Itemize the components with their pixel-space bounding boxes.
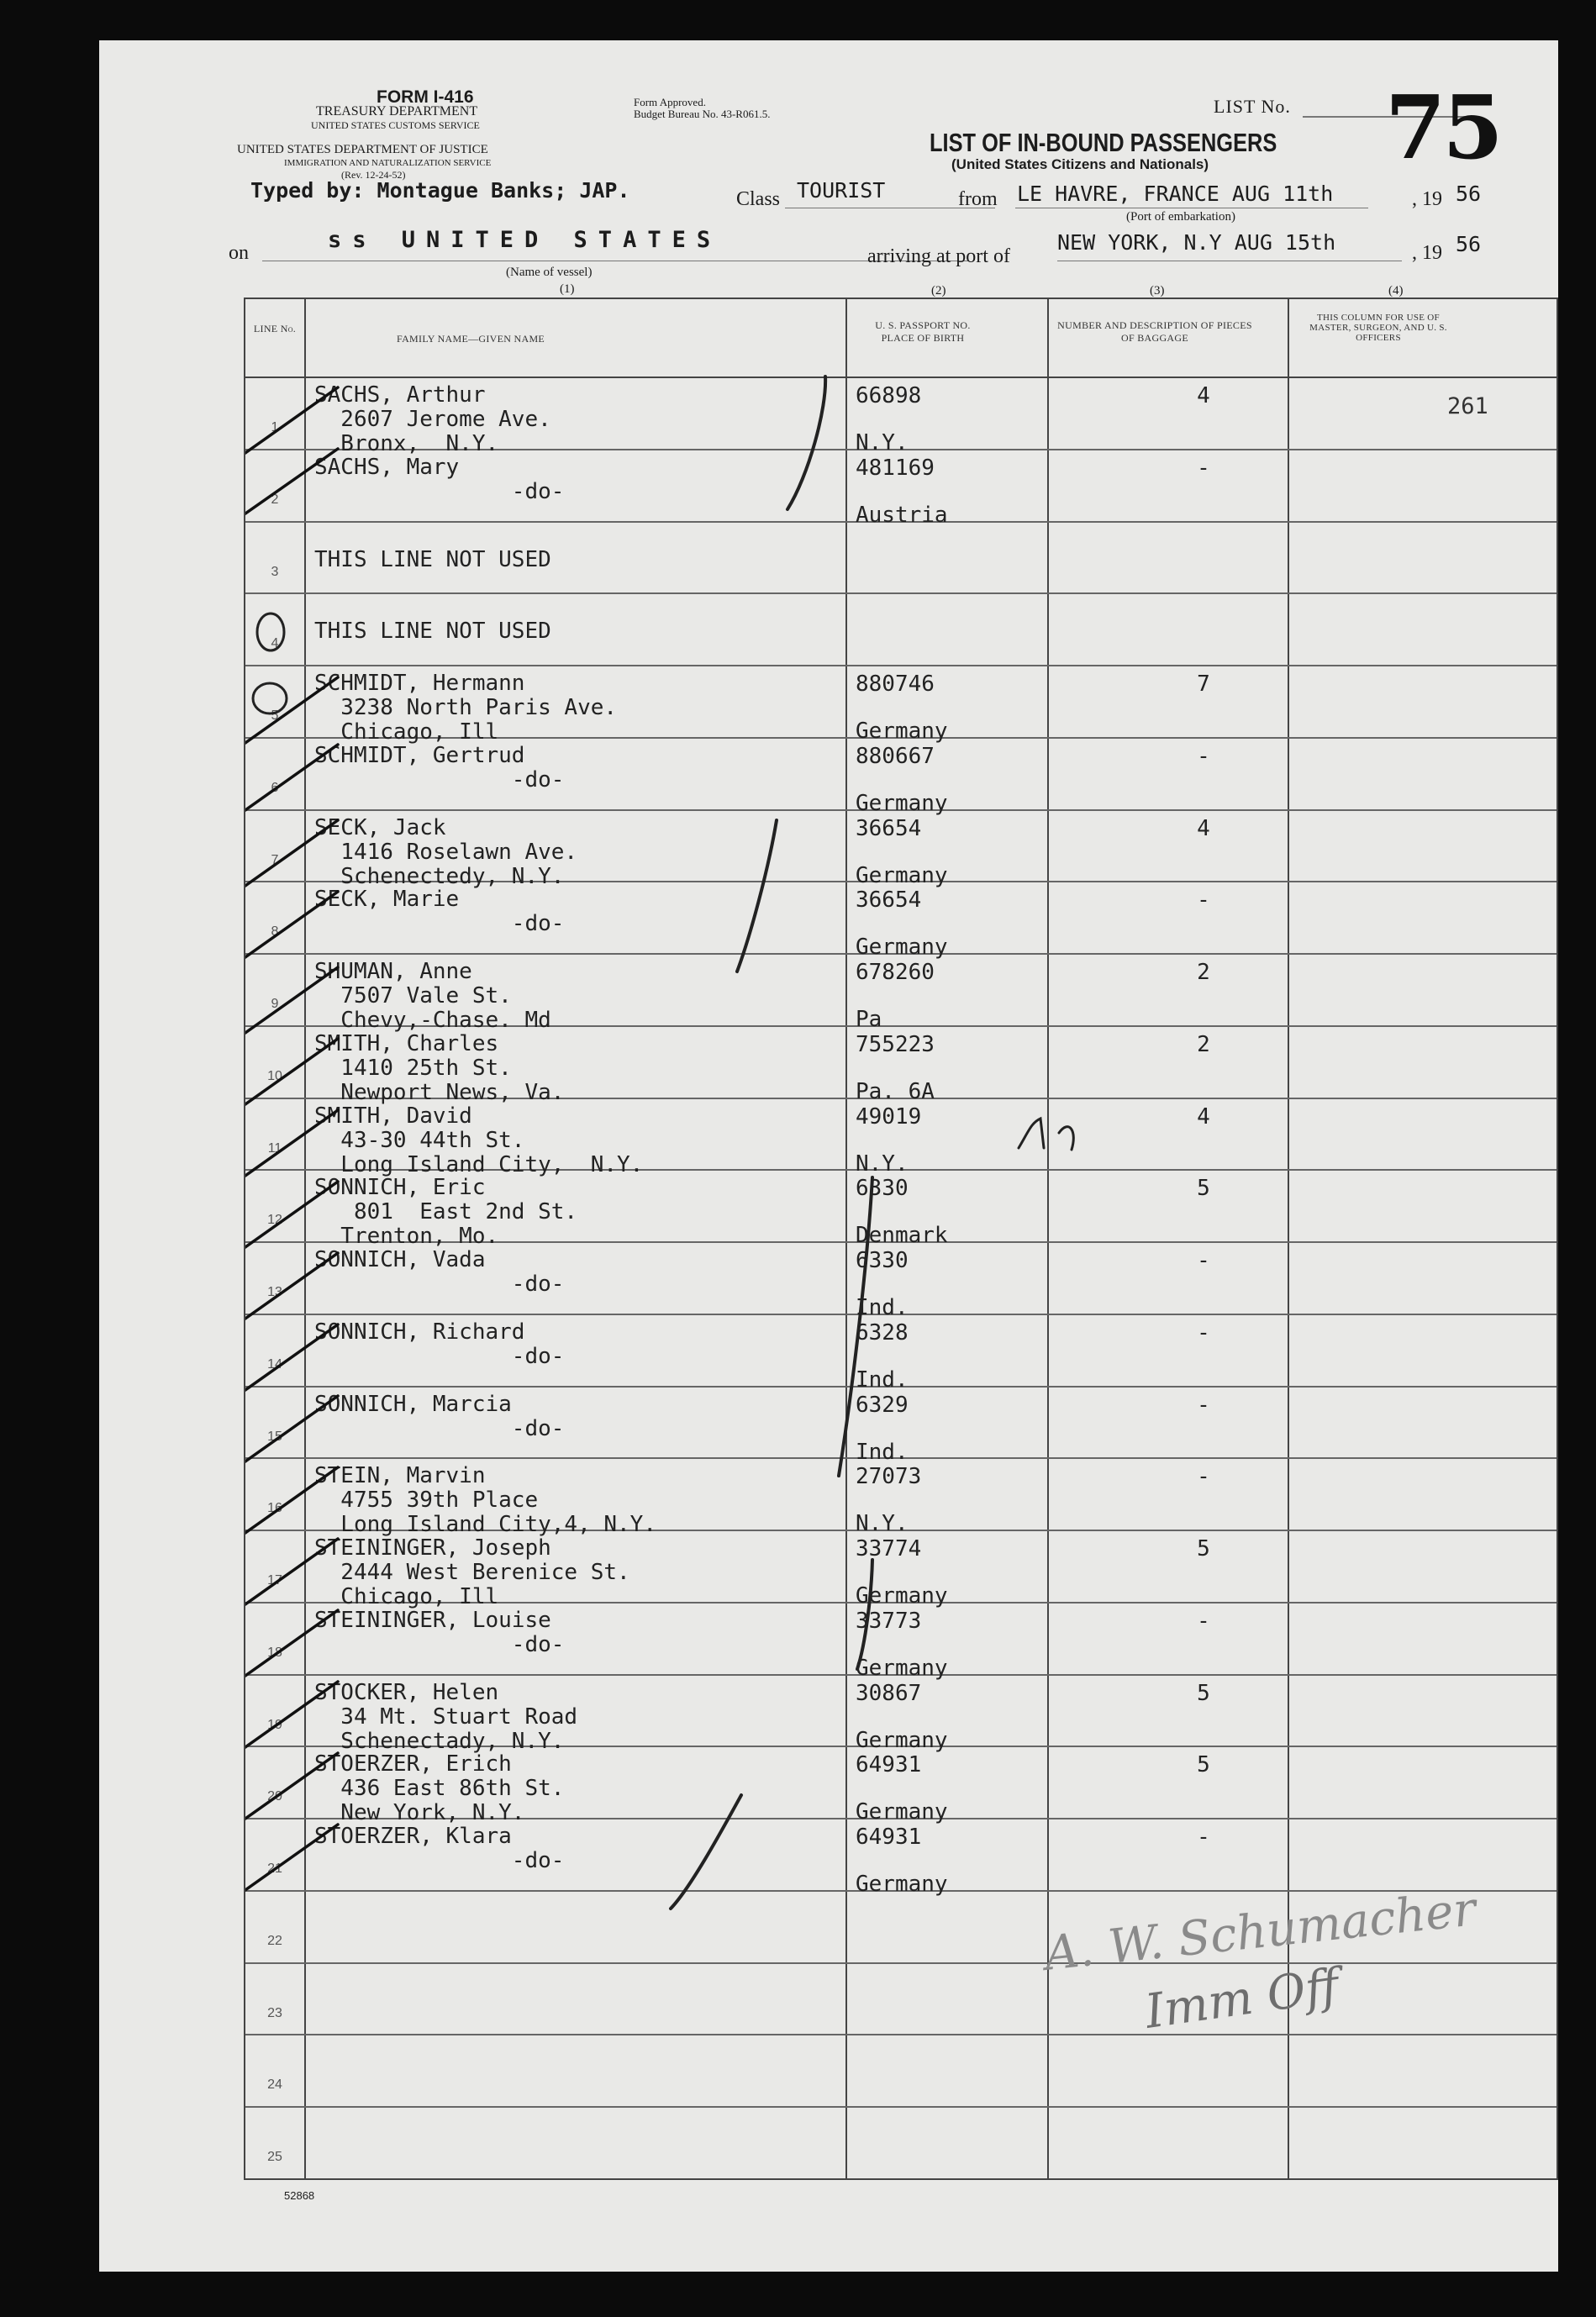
place-of-birth: N.Y. <box>856 1151 909 1177</box>
baggage-count: - <box>1197 1319 1210 1345</box>
header-passport: U. S. PASSPORT NO. PLACE OF BIRTH <box>875 319 971 344</box>
line-number: 14 <box>267 1356 282 1372</box>
passport-number: 6329 <box>856 1392 909 1418</box>
line-number: 15 <box>267 1429 282 1444</box>
ins-label: IMMIGRATION AND NATURALIZATION SERVICE <box>284 158 492 168</box>
vessel-name: ss UNITED STATES <box>328 227 722 253</box>
form-approved: Form Approved. <box>634 96 706 108</box>
budget-bureau: Budget Bureau No. 43-R061.5. <box>634 108 771 120</box>
place-of-birth: Ind. <box>856 1367 909 1393</box>
revision-label: (Rev. 12-24-52) <box>341 169 406 181</box>
place-of-birth: Ind. <box>856 1295 909 1321</box>
passenger-name-address: SMITH, David 43-30 44th St. Long Island City, N.Y. <box>314 1103 644 1177</box>
line-number: 2 <box>271 492 279 507</box>
passport-number: 880746 <box>856 671 935 698</box>
line-number: 22 <box>267 1933 282 1948</box>
passenger-name-address: SECK, Jack 1416 Roselawn Ave. Schenectedy, N.Y. <box>314 814 578 889</box>
line-number: 4 <box>271 636 279 651</box>
baggage-count: - <box>1197 887 1210 914</box>
header-officers: THIS COLUMN FOR USE OF MASTER, SURGEON, AND U. S. OFFICERS <box>1309 313 1447 343</box>
baggage-count: - <box>1197 1825 1210 1851</box>
passenger-name-address: THIS LINE NOT USED <box>314 619 551 645</box>
place-of-birth: Germany <box>856 1583 948 1609</box>
line-number: 19 <box>267 1717 282 1732</box>
year-2: 56 <box>1456 232 1482 256</box>
officer-signature: A. W. Schumacher <box>1042 1882 1479 1982</box>
header-name: FAMILY NAME—GIVEN NAME <box>397 333 545 345</box>
passenger-name-address: SCHMIDT, Gertrud -do- <box>314 742 565 793</box>
place-of-birth: Ind. <box>856 1439 909 1465</box>
baggage-count: - <box>1197 743 1210 769</box>
passport-number: 6330 <box>856 1248 909 1274</box>
baggage-count: - <box>1197 1248 1210 1274</box>
stamp-number: 261 <box>1447 393 1488 419</box>
passenger-name-address: STOCKER, Helen 34 Mt. Stuart Road Schenectady, N.Y. <box>314 1679 578 1754</box>
line-number: 6 <box>271 780 279 795</box>
place-of-birth: Germany <box>856 1655 948 1681</box>
list-number: 75 <box>1385 76 1500 179</box>
place-of-birth: Pa <box>856 1007 882 1033</box>
baggage-count: 5 <box>1197 1176 1210 1202</box>
baggage-count: - <box>1197 1392 1210 1418</box>
line-number: 21 <box>267 1861 282 1877</box>
officer-title: Imm Off <box>1141 1958 1343 2040</box>
line-number: 5 <box>271 708 279 724</box>
passport-number: 6328 <box>856 1319 909 1345</box>
line-number: 13 <box>267 1285 282 1300</box>
arriving-label: arriving at port of <box>867 245 1010 267</box>
class-value: TOURIST <box>797 178 886 203</box>
passenger-name-address: SHUMAN, Anne 7507 Vale St. Chevy,-Chase. Md <box>314 959 551 1034</box>
baggage-count: 7 <box>1197 671 1210 698</box>
line-number: 11 <box>267 1140 282 1156</box>
line-number: 25 <box>267 2150 282 2165</box>
from-label: from <box>958 188 998 210</box>
passport-number: 66898 <box>856 383 922 408</box>
place-of-birth: Pa. 6A <box>856 1078 935 1104</box>
line-number: 10 <box>267 1068 282 1083</box>
baggage-count: 4 <box>1197 383 1210 408</box>
baggage-count: 4 <box>1197 1103 1210 1130</box>
embarkation-port: LE HAVRE, FRANCE AUG 11th <box>1017 182 1334 206</box>
passport-number: 678260 <box>856 960 935 986</box>
passenger-list-page <box>99 40 1558 2272</box>
line-number: 17 <box>267 1573 282 1588</box>
vessel-note: (Name of vessel) <box>506 266 593 279</box>
passenger-name-address: SONNICH, Vada -do- <box>314 1247 565 1298</box>
passenger-name-address: SACHS, Mary -do- <box>314 454 565 504</box>
justice-label: UNITED STATES DEPARTMENT OF JUSTICE <box>237 143 488 156</box>
line-number: 8 <box>271 924 279 940</box>
place-of-birth: Germany <box>856 719 948 745</box>
header-baggage: NUMBER AND DESCRIPTION OF PIECES OF BAGGAGE <box>1057 319 1252 344</box>
passenger-name-address: SMITH, Charles 1410 25th St. Newport News, Va. <box>314 1030 565 1105</box>
place-of-birth: N.Y. <box>856 430 909 456</box>
passenger-name-address: STEININGER, Louise -do- <box>314 1607 565 1657</box>
baggage-count: - <box>1197 455 1210 481</box>
line-number: 23 <box>267 2005 282 2020</box>
class-label: Class <box>736 188 781 210</box>
passenger-name-address: STEIN, Marvin 4755 39th Place Long Island City,4, N.Y. <box>314 1463 656 1538</box>
passenger-name-address: THIS LINE NOT USED <box>314 546 551 572</box>
place-of-birth: Germany <box>856 935 948 961</box>
list-subtitle: (United States Citizens and Nationals) <box>951 156 1209 172</box>
passenger-name-address: SONNICH, Marcia -do- <box>314 1391 565 1441</box>
baggage-count: - <box>1197 1608 1210 1634</box>
passenger-name-address: STOERZER, Klara -do- <box>314 1824 565 1874</box>
form-number: FORM I-416 <box>377 87 474 107</box>
passport-number: 27073 <box>856 1464 922 1490</box>
year-prefix-1: , 19 <box>1412 188 1442 210</box>
embarkation-note: (Port of embarkation) <box>1126 210 1235 224</box>
line-number: 3 <box>271 564 279 579</box>
passport-number: 64931 <box>856 1752 922 1778</box>
passport-number: 49019 <box>856 1103 922 1130</box>
treasury-label: TREASURY DEPARTMENT <box>316 104 478 118</box>
footer-code: 52868 <box>284 2189 315 2202</box>
arrival-port: NEW YORK, N.Y AUG 15th <box>1057 230 1336 255</box>
col-number-1: (1) <box>560 282 575 296</box>
passport-number: 755223 <box>856 1031 935 1057</box>
customs-label: UNITED STATES CUSTOMS SERVICE <box>311 119 480 131</box>
passenger-name-address: SACHS, Arthur 2607 Jerome Ave. Bronx, N.Y. <box>314 382 551 456</box>
baggage-count: 5 <box>1197 1680 1210 1706</box>
place-of-birth: N.Y. <box>856 1511 909 1537</box>
year-1: 56 <box>1456 182 1482 206</box>
typed-by: Typed by: Montague Banks; JAP. <box>250 178 630 203</box>
line-number: 24 <box>267 2077 282 2093</box>
baggage-count: 2 <box>1197 960 1210 986</box>
baggage-count: 5 <box>1197 1752 1210 1778</box>
year-prefix-2: , 19 <box>1412 242 1442 264</box>
passport-number: 33773 <box>856 1608 922 1634</box>
line-number: 20 <box>267 1789 282 1804</box>
passenger-name-address: SONNICH, Eric 801 East 2nd St. Trenton, Mo. <box>314 1175 578 1250</box>
passport-number: 880667 <box>856 743 935 769</box>
on-label: on <box>229 242 249 264</box>
passenger-name-address: SCHMIDT, Hermann 3238 North Paris Ave. Chicago, Ill <box>314 671 618 745</box>
passenger-name-address: SONNICH, Richard -do- <box>314 1319 565 1369</box>
passenger-name-address: SECK, Marie -do- <box>314 887 565 937</box>
line-number: 1 <box>271 420 279 434</box>
passport-number: 33774 <box>856 1536 922 1562</box>
place-of-birth: Germany <box>856 1799 948 1825</box>
place-of-birth: Germany <box>856 862 948 888</box>
line-number: 9 <box>271 997 279 1012</box>
col-number-4: (4) <box>1388 284 1404 298</box>
baggage-count: 5 <box>1197 1536 1210 1562</box>
line-number: 7 <box>271 852 279 867</box>
baggage-count: 2 <box>1197 1031 1210 1057</box>
col-number-3: (3) <box>1150 284 1165 298</box>
passport-number: 6330 <box>856 1176 909 1202</box>
place-of-birth: Germany <box>856 1727 948 1753</box>
place-of-birth: Germany <box>856 1872 948 1898</box>
list-title: LIST OF IN-BOUND PASSENGERS <box>930 128 1277 157</box>
passport-number: 481169 <box>856 455 935 481</box>
line-number: 16 <box>267 1501 282 1516</box>
passenger-name-address: STEININGER, Joseph 2444 West Berenice St. Chicago, Ill <box>314 1535 630 1610</box>
passport-number: 36654 <box>856 815 922 841</box>
baggage-count: 4 <box>1197 815 1210 841</box>
list-no-label: LIST No. <box>1214 96 1291 117</box>
passport-number: 64931 <box>856 1825 922 1851</box>
passenger-table <box>244 298 1558 2180</box>
passport-number: 30867 <box>856 1680 922 1706</box>
passport-number: 36654 <box>856 887 922 914</box>
place-of-birth: Denmark <box>856 1223 948 1249</box>
header-line-no: LINE No. <box>253 323 297 334</box>
baggage-count: - <box>1197 1464 1210 1490</box>
line-number: 12 <box>267 1213 282 1228</box>
place-of-birth: Germany <box>856 790 948 816</box>
col-number-2: (2) <box>931 284 946 298</box>
place-of-birth: Austria <box>856 502 948 528</box>
passenger-name-address: STOERZER, Erich 436 East 86th St. New York, N.Y. <box>314 1751 565 1826</box>
line-number: 18 <box>267 1645 282 1660</box>
